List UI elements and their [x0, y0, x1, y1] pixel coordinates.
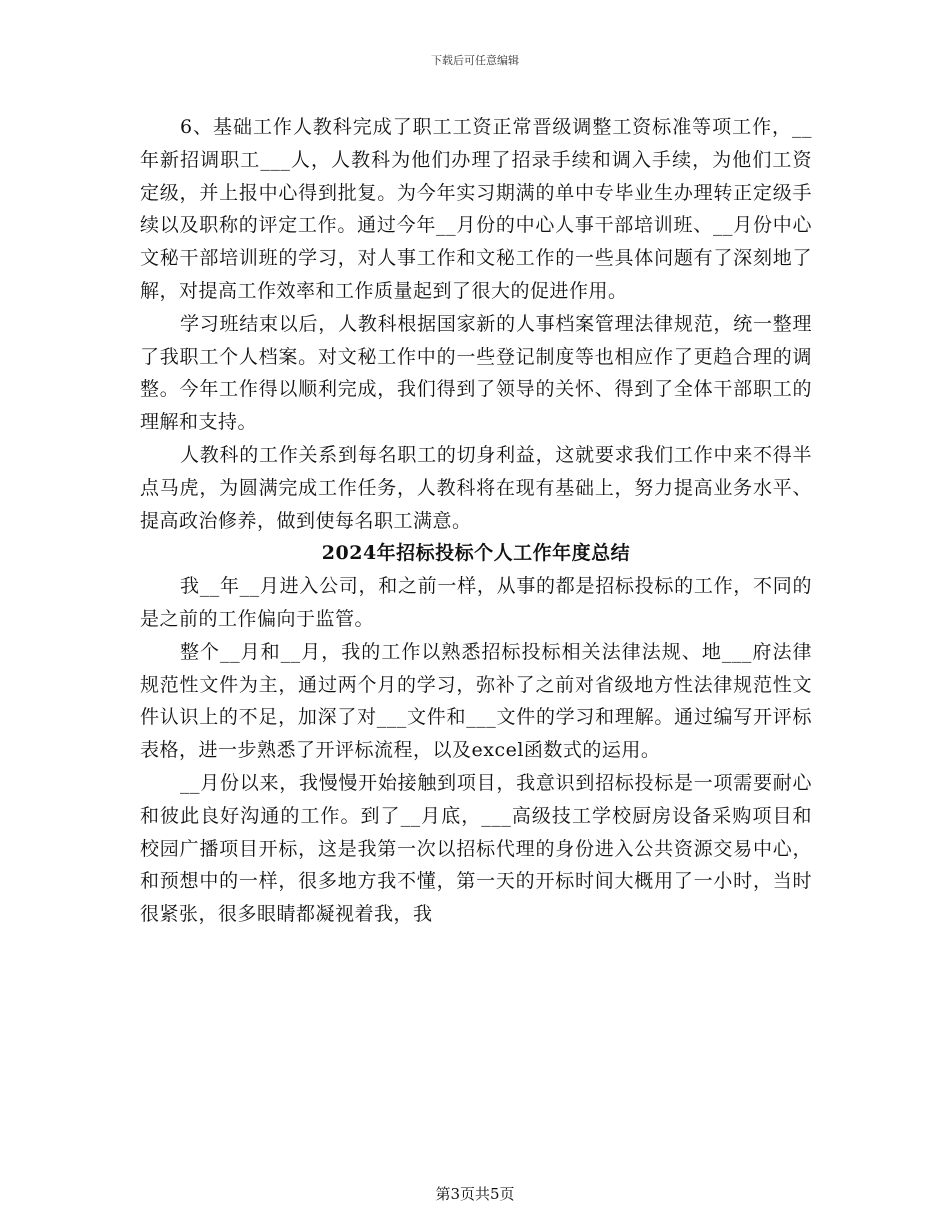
page-footer: 第3页共5页 [435, 1185, 515, 1203]
document-body [140, 111, 812, 931]
paragraph: 人教科的工作关系到每名职工的切身利益，这就要求我们工作中来不得半点马虎，为圆满完成工作任务，人教科将在现有基础上，努力提高业务水平、提高政治修养，做到使每名职工满意。 [140, 443, 812, 532]
paragraph: 6、基础工作人教科完成了职工工资正常晋级调整工资标准等项工作，__年新招调职工___人，人教科为他们办理了招录手续和调入手续，为他们工资定级，并上报中心得到批复。为今年实习期满的单中专毕业生办理转正定级手续以及职称的评定工作。通过今年__月份的中心人事干部培训班、__月份中心文秘干部培训班的学习，对人事工作和文秘工作的一些具体问题有了深刻地了解，对提高工作效率和工作质量起到了很大的促进作用。 [140, 116, 812, 302]
paragraph: 学习班结束以后，人教科根据国家新的人事档案管理法律规范，统一整理了我职工个人档案。对文秘工作中的一些登记制度等也相应作了更趋合理的调整。今年工作得以顺利完成，我们得到了领导的关怀、得到了全体干部职工的理解和支持。 [140, 312, 812, 434]
paragraph: __月份以来，我慢慢开始接触到项目，我意识到招标投标是一项需要耐心和彼此良好沟通的工作。到了__月底，___高级技工学校厨房设备采购项目和校园广播项目开标，这是我第一次以招标代理的身份进入公共资源交易中心，和预想中的一样，很多地方我不懂，第一天的开标时间大概用了一小时，当时很紧张，很多眼睛都凝视着我，我 [140, 771, 812, 926]
section-title: 2024年招标投标个人工作年度总结 [321, 542, 631, 565]
paragraph: 我__年__月进入公司，和之前一样，从事的都是招标投标的工作，不同的是之前的工作偏向于监管。 [140, 575, 812, 630]
page-header: 下载后可任意编辑 [431, 54, 519, 67]
paragraph: 整个__月和__月，我的工作以熟悉招标投标相关法律法规、地___府法律规范性文件为主，通过两个月的学习，弥补了之前对省级地方性法律规范性文件认识上的不足，加深了对___文件和___文件的学习和理解。通过编写开评标表格，进一步熟悉了开评标流程，以及excel函数式的运用。 [140, 640, 812, 762]
